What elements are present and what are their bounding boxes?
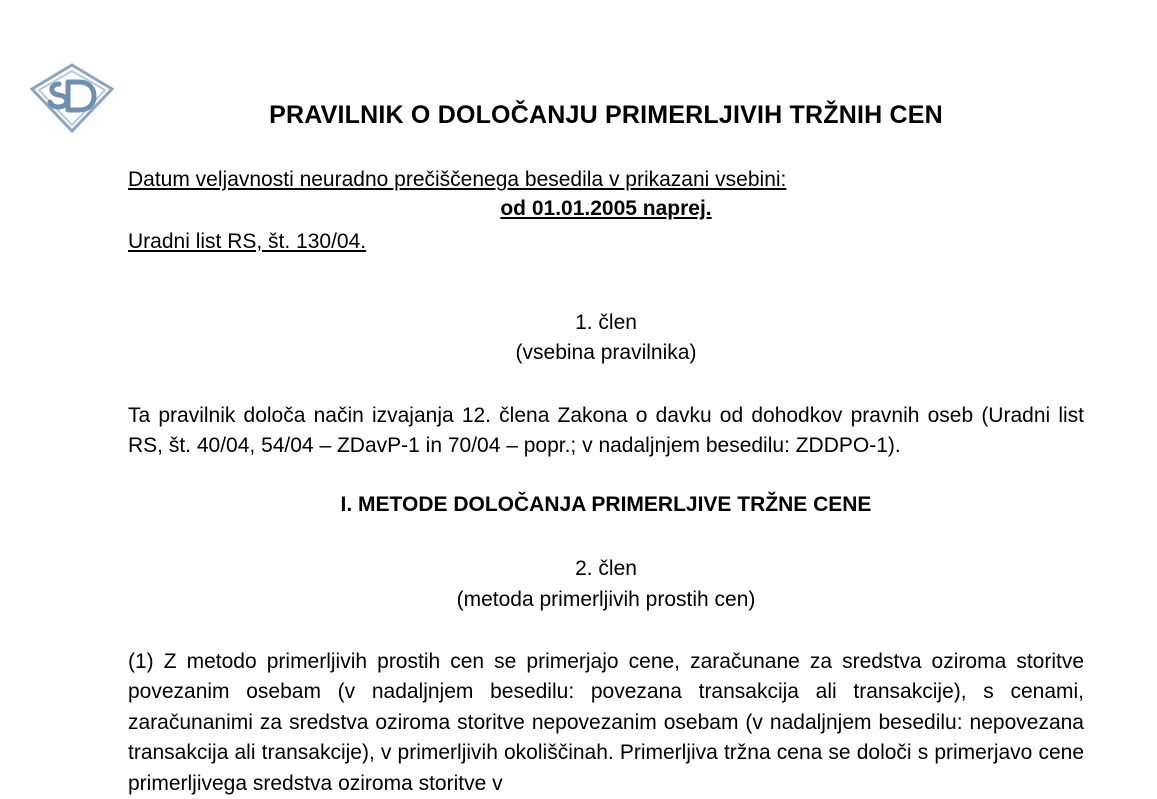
- gazette-reference-text: Uradni list RS, št. 130/04.: [128, 229, 367, 253]
- validity-label: [128, 166, 1084, 195]
- validity-value-text: od 01.01.2005 naprej.: [500, 196, 712, 220]
- article-2-subtitle: (metoda primerljivih prostih cen): [456, 587, 756, 611]
- sd-diamond-logo-icon: [28, 62, 116, 134]
- article-1-subtitle: (vsebina pravilnika): [515, 341, 697, 365]
- spacer: [128, 254, 1084, 308]
- gazette-reference: [128, 230, 1084, 254]
- section-1-heading: I. METODE DOLOČANJA PRIMERLJIVE TRŽNE CENE: [340, 492, 872, 516]
- page-title: PRAVILNIK O DOLOČANJU PRIMERLJIVIH TRŽNIH CEN: [269, 101, 943, 129]
- article-1-text: Ta pravilnik določa način izvajanja 12. člena Zakona o davku od dohodkov pravnih oseb (Uradni list RS, št. 40/04, 54/04 – ZDavP-1 in 70/04 – popr.; v nadaljnjem besedilu: ZDDPO-1).: [128, 403, 1084, 458]
- document-content: [128, 100, 1084, 799]
- article-2-paragraph-1: (1) Z metodo primerljivih prostih cen se primerjajo cene, zaračunane za sredstva oziroma storitve povezanim osebam (v nadaljnjem besedilu: povezana transakcija ali transakcije), s cenami, zaračunanimi za sredstva oziroma storitve nepovezanim osebam (v nadaljnjem besedilu: nepovezana transakcija ali transakcije), v primerljivih okoliščinah. Primerljiva tržna cena se določi s primerjavo cene primerljivega sredstva oziroma storitve v: [128, 650, 1084, 795]
- article-1-number: 1. člen: [575, 310, 637, 334]
- validity-label-text: Datum veljavnosti neuradno prečiščenega besedila v prikazani vsebini:: [128, 168, 787, 191]
- validity-value: [128, 195, 1084, 224]
- article-2-number: 2. člen: [575, 557, 637, 581]
